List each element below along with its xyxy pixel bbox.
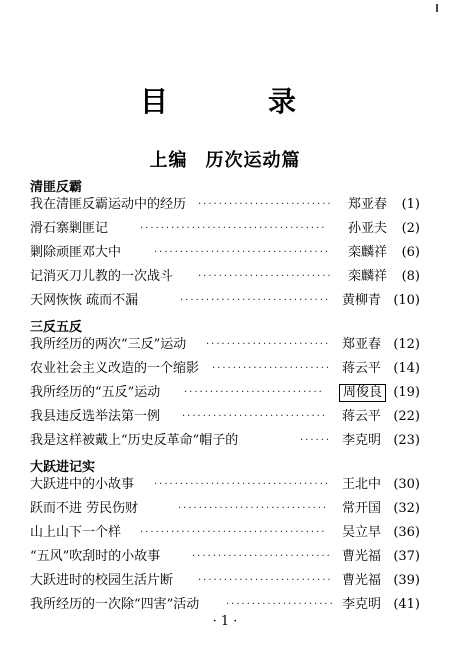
page-edge-mark	[436, 4, 438, 12]
entry-author: 曹光福	[342, 549, 382, 564]
toc-title	[0, 80, 450, 120]
entry-author: 蒋云平	[342, 361, 382, 376]
toc-entry[interactable]	[30, 548, 420, 566]
toc-entry[interactable]	[30, 432, 420, 450]
entry-title: 我所经历的“五反”运动	[30, 385, 161, 400]
entry-page: (30)	[393, 477, 420, 492]
entry-author: 栾麟祥	[348, 245, 388, 260]
entry-page: (36)	[393, 525, 420, 540]
page-number: · 1 ·	[212, 614, 238, 629]
entry-author: 吴立早	[342, 525, 382, 540]
entry-author: 李克明	[342, 597, 382, 612]
entry-page: (10)	[393, 293, 420, 308]
toc-entry[interactable]	[30, 336, 420, 354]
entry-author: 李克明	[342, 433, 382, 448]
entry-title: 滑石寨剿匪记	[30, 221, 109, 236]
entry-title: 我县违反选举法第一例	[30, 409, 161, 424]
toc-entry[interactable]	[30, 360, 420, 378]
entry-author: 曹光福	[342, 573, 382, 588]
dot-leader: ·····························	[178, 503, 329, 514]
entry-page: (22)	[393, 409, 420, 424]
part-label: 上编	[149, 150, 188, 171]
entry-author: 常开国	[342, 501, 382, 516]
toc-entry[interactable]	[30, 524, 420, 542]
part-title: 历次运动篇	[205, 150, 301, 171]
entry-title: 山上山下一个样	[30, 525, 122, 540]
dot-leader: ························	[206, 339, 331, 350]
section-heading: 三反五反	[30, 320, 83, 335]
toc-entry[interactable]	[30, 384, 420, 402]
toc-entry[interactable]	[30, 292, 420, 310]
toc-entry[interactable]	[30, 244, 420, 262]
entry-author: 郑亚春	[342, 337, 382, 352]
entry-page: (12)	[393, 337, 420, 352]
entry-author: 王北中	[342, 477, 382, 492]
toc-entry[interactable]	[30, 268, 420, 286]
dot-leader: ····································	[140, 223, 327, 234]
dot-leader: ···························	[184, 387, 324, 398]
entry-page: (6)	[401, 245, 420, 260]
dot-leader: ··························	[198, 199, 333, 210]
toc-entry[interactable]	[30, 596, 420, 614]
dot-leader: ······	[300, 435, 332, 446]
entry-title: 剿除顽匪邓大中	[30, 245, 122, 260]
entry-page: (1)	[401, 197, 420, 212]
toc-entry[interactable]	[30, 476, 420, 494]
entry-title: 我所经历的一次除“四害”活动	[30, 597, 200, 612]
entry-title: 记消灭刀儿教的一次战斗	[30, 269, 174, 284]
entry-title: 大跃进时的校园生活片断	[30, 573, 174, 588]
entry-title: 我是这样被戴上“历史反革命”帽子的	[30, 433, 239, 448]
toc-entry[interactable]	[30, 408, 420, 426]
entry-author: 黄柳青	[342, 293, 382, 308]
part-heading	[0, 146, 450, 172]
toc-entry[interactable]	[30, 572, 420, 590]
entry-title: 农业社会主义改造的一个缩影	[30, 361, 200, 376]
entry-page: (39)	[393, 573, 420, 588]
entry-page: (32)	[393, 501, 420, 516]
toc-entry[interactable]	[30, 500, 420, 518]
entry-title: 我所经历的两次“三反”运动	[30, 337, 187, 352]
title-char-1: 目	[140, 85, 169, 118]
entry-page: (8)	[401, 269, 420, 284]
entry-page: (14)	[393, 361, 420, 376]
entry-author: 蒋云平	[342, 409, 382, 424]
toc-entry[interactable]	[30, 196, 420, 214]
entry-author: 栾麟祥	[348, 269, 388, 284]
toc-entry[interactable]	[30, 220, 420, 238]
dot-leader: ·····················	[226, 599, 335, 610]
dot-leader: ····································	[140, 527, 327, 538]
entry-author-highlighted: 周俊良	[339, 384, 386, 402]
title-char-2: 录	[268, 85, 297, 118]
entry-page: (37)	[393, 549, 420, 564]
entry-page: (19)	[393, 385, 420, 400]
dot-leader: ··································	[154, 479, 331, 490]
dot-leader: ··························	[198, 271, 333, 282]
dot-leader: ·······················	[212, 363, 332, 374]
entry-page: (23)	[393, 433, 420, 448]
section-heading: 大跃进记实	[30, 460, 96, 475]
section-heading: 清匪反霸	[30, 180, 83, 195]
dot-leader: ···························	[192, 551, 332, 562]
entry-title: 我在清匪反霸运动中的经历	[30, 197, 187, 212]
dot-leader: ··························	[198, 575, 333, 586]
entry-title: 大跃进中的小故事	[30, 477, 135, 492]
dot-leader: ·····························	[180, 295, 331, 306]
entry-title: 天网恢恢 疏而不漏	[30, 293, 139, 308]
dot-leader: ··································	[154, 247, 331, 258]
dot-leader: ····························	[182, 411, 328, 422]
entry-page: (2)	[401, 221, 420, 236]
entry-author: 郑亚春	[348, 197, 388, 212]
entry-author: 孙亚夫	[348, 221, 388, 236]
entry-title: “五风”吹刮时的小故事	[30, 549, 161, 564]
entry-page: (41)	[393, 597, 420, 612]
entry-title: 跃而不进 劳民伤财	[30, 501, 139, 516]
